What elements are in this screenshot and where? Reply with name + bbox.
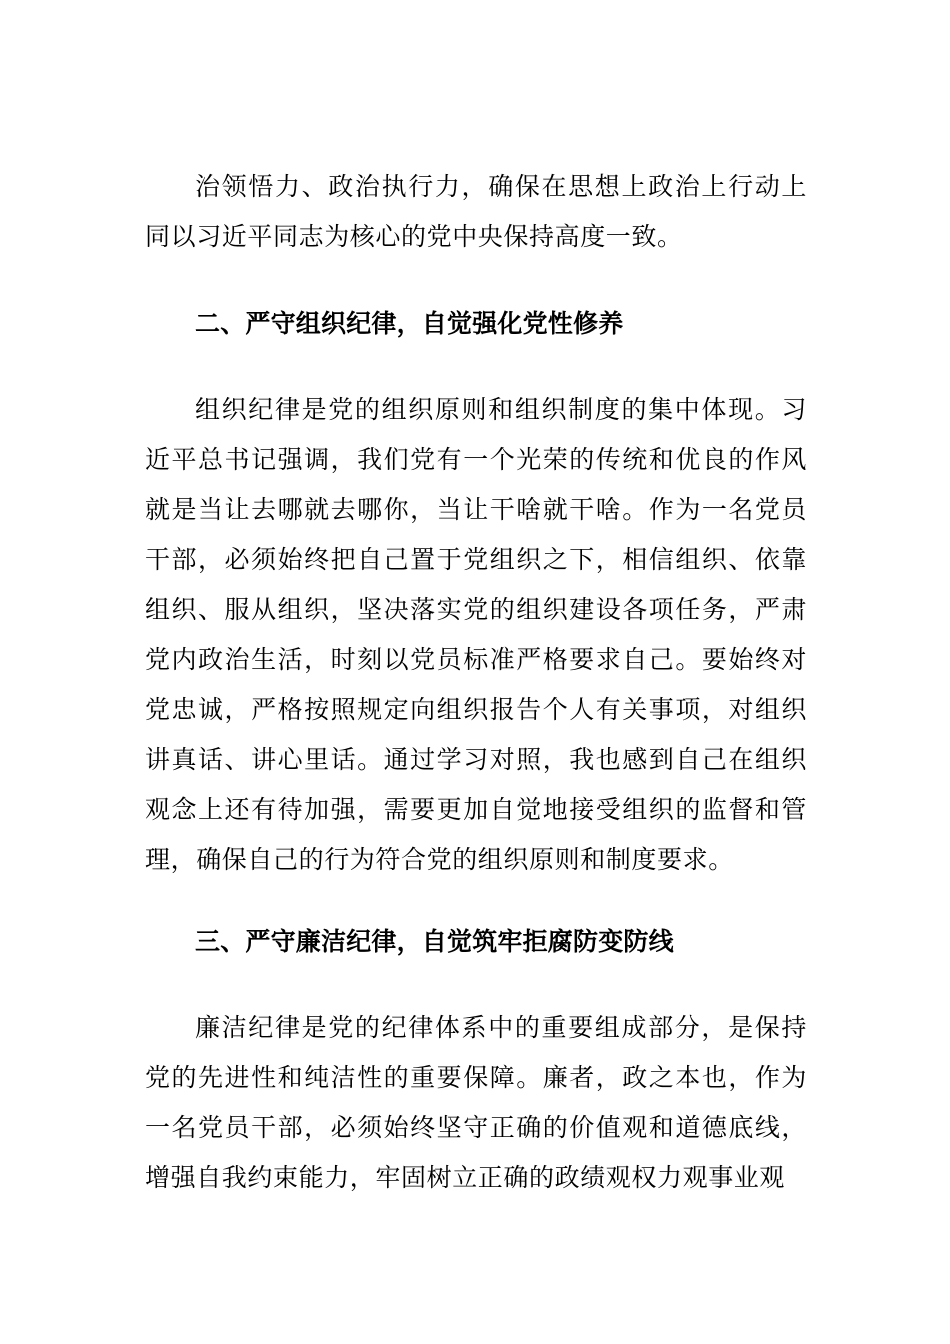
- section-heading-integrity-discipline: 三、严守廉洁纪律，自觉筑牢拒腐防变防线: [195, 927, 674, 956]
- paragraph-integrity-discipline: 廉洁纪律是党的纪律体系中的重要组成部分，是保持党的先进性和纯洁性的重要保障。廉者，政之本也，作为一名党员干部，必须始终坚守正确的价值观和道德底线，增强自我约束能力，牢固树立正确的政绩观权力观事业观: [145, 1013, 807, 1192]
- paragraph-continuation: 治领悟力、政治执行力，确保在思想上政治上行动上同以习近平同志为核心的党中央保持高度一致。: [145, 172, 807, 251]
- section-heading-organization-discipline: 二、严守组织纪律，自觉强化党性修养: [195, 309, 624, 338]
- paragraph-organization-discipline: 组织纪律是党的组织原则和组织制度的集中体现。习近平总书记强调，我们党有一个光荣的传统和优良的作风就是当让去哪就去哪你，当让干啥就干啥。作为一名党员干部，必须始终把自己置于党组织之下，相信组织、依靠组织、服从组织，坚决落实党的组织建设各项任务，严肃党内政治生活，时刻以党员标准严格要求自己。要始终对党忠诚，严格按照规定向组织报告个人有关事项，对组织讲真话、讲心里话。通过学习对照，我也感到自己在组织观念上还有待加强，需要更加自觉地接受组织的监督和管理，确保自己的行为符合党的组织原则和制度要求。: [145, 395, 807, 874]
